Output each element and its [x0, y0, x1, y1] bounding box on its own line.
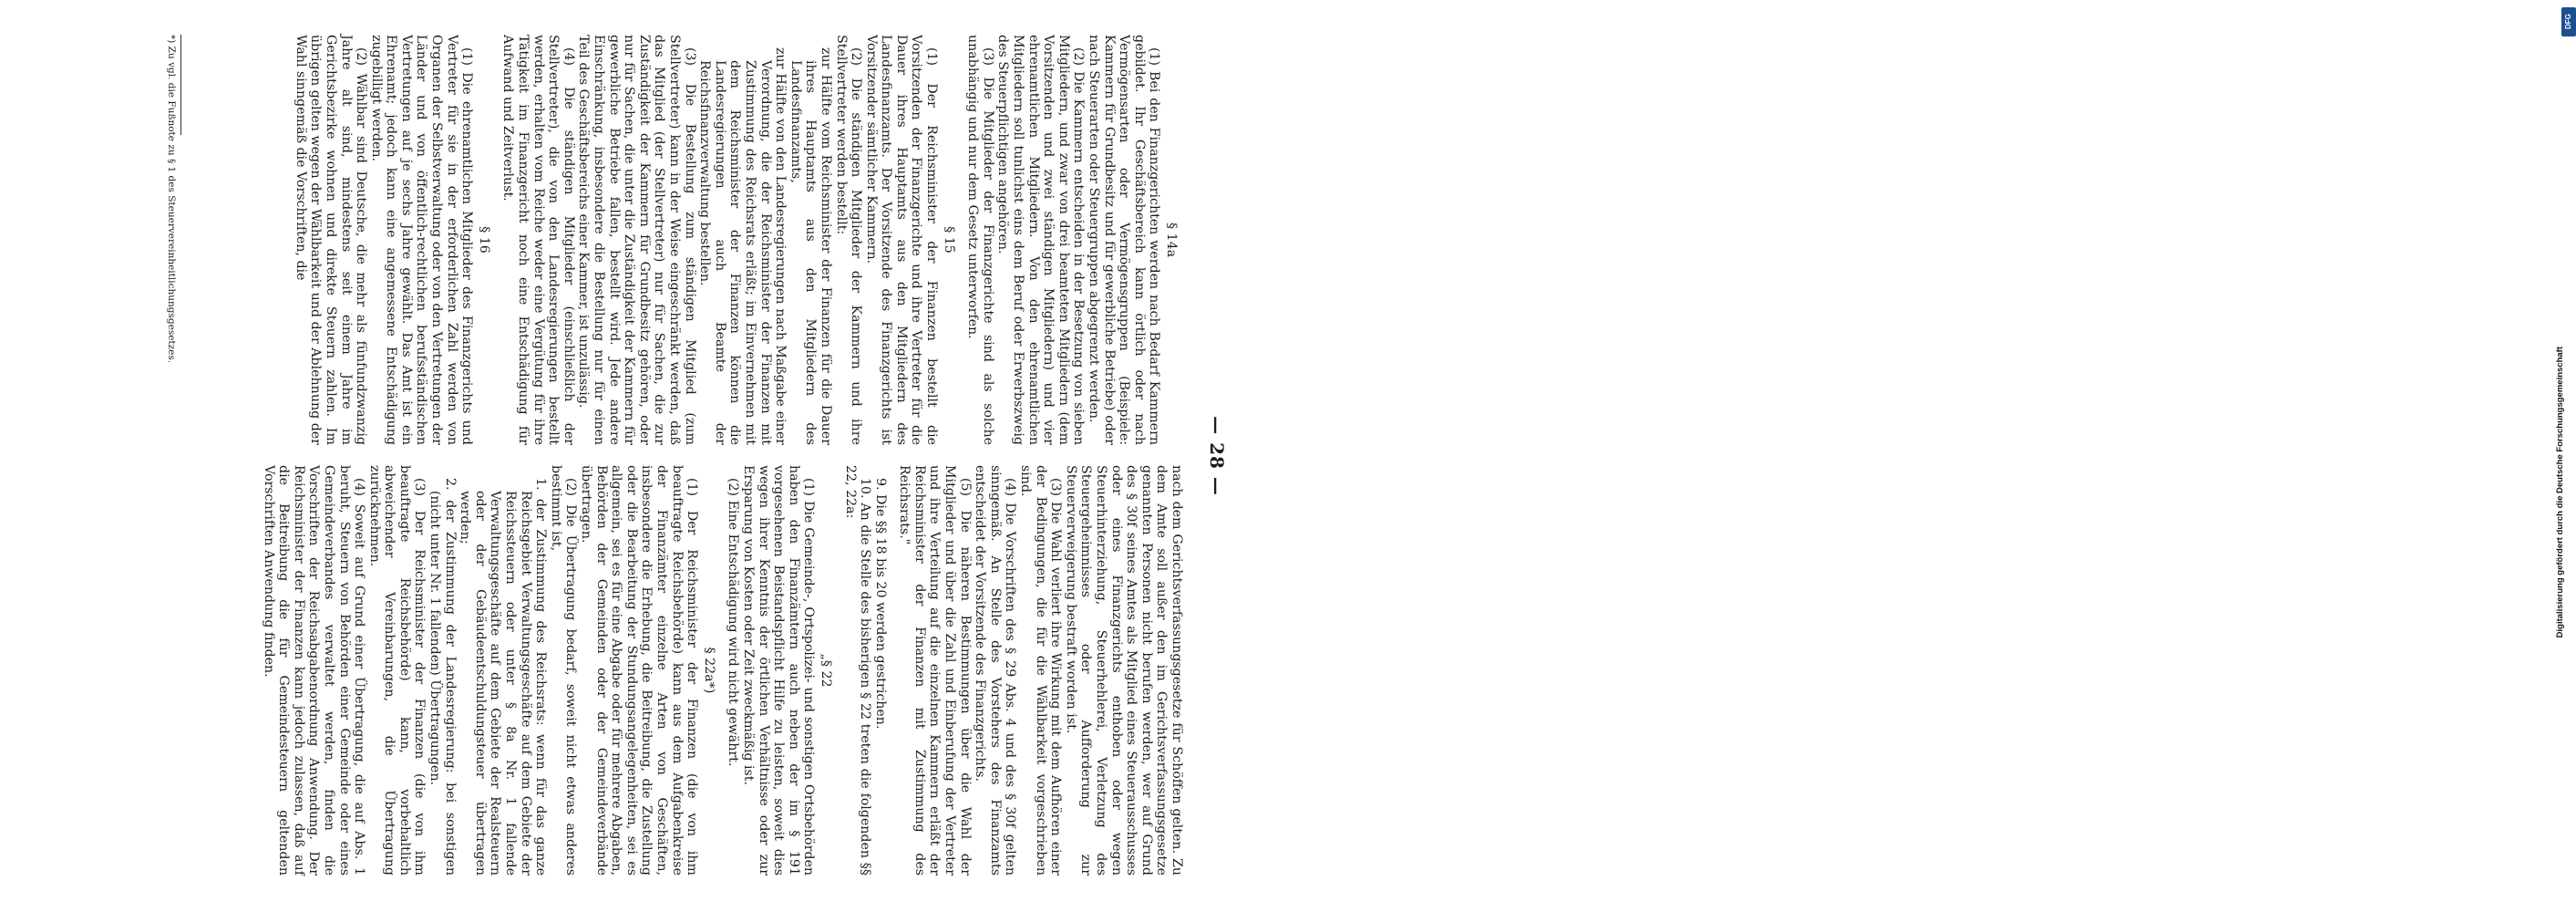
- numbered-item: 10. An die Stelle des bisherigen § 22 treten die folgenden §§ 22, 22a:: [842, 465, 873, 876]
- paragraph: (3) Die Mitglieder der Finanzgerichte sind als solche unabhängig und nur dem Gesetz unterworfen.: [965, 35, 995, 445]
- dfg-logo: [2561, 7, 2576, 36]
- paragraph: (3) Der Reichsminister der Finanzen (die von ihm beauftragte Reichsbehörde) kann, vorbehaltlich abweichender Vereinbarungen, die Übertragung zurücknehmen.: [366, 465, 428, 876]
- rotated-page-content: [70, 9, 1237, 903]
- numbered-item: 9. Die §§ 18 bis 20 werden gestrichen.: [872, 478, 888, 730]
- paragraph: (1) Die Gemeinde-, Ortspolizei- und sonstigen Ortsbehörden haben den Finanzämtern auch neben der im § 191 vorgesehenen Beistandspflicht Hilfe zu leisten, soweit dies wegen ihrer Kenntnis der örtlichen Verhältnisse oder zur Ersparung von Kosten oder Zeit zweckmäßig ist.: [740, 465, 817, 876]
- footnote: *) Zu vgl. die Fußnote zu § 1 des Steuervereinheitlichungsgesetzes.: [166, 35, 177, 364]
- list-item: 1. der Zustimmung des Reichsrats: wenn für das ganze Reichsgebiet Verwaltungsgeschäfte auf dem Gebiete der Reichssteuern oder unter § 8a Nr. 1 fallende Verwaltungsgeschäfte auf dem Gebiete der Realsteuern oder der Gebäudeentschuldungsteuer übertragen werden;: [458, 478, 549, 876]
- list-item: zur Hälfte von den Landesregierungen nach Maßgabe einer Verordnung, die der Reichsminister der Finanzen mit Zustimmung des Reichsrats erläßt; im Einvernehmen mit dem Reichsminister der Finanzen können die Landesregierungen auch Beamte der Reichsfinanzverwaltung bestellen.: [697, 47, 788, 445]
- left-column: [293, 35, 1184, 445]
- section-heading-22: „§ 22: [818, 653, 833, 688]
- section-heading-22a: § 22a*): [701, 647, 716, 694]
- paragraph: (2) Wählbar sind Deutsche, die mehr als fünfundzwanzig Jahre alt sind, mindestens seit einem Jahre im Gerichtsbezirke wohnen und direkte Steuern zahlen. Im übrigen gelten wegen der Wählbarkeit und der Ablehnung der Wahl sinngemäß die Vorschriften, die: [293, 35, 369, 445]
- list-item: 2. der Zustimmung der Landesregierung: bei sonstigen (nicht unter Nr. 1 fallenden) Übertragungen.: [428, 478, 458, 876]
- list-item: zur Hälfte vom Reichsminister der Finanzen für die Dauer ihres Hauptamts aus den Mitgliedern des Landesfinanzamts,: [788, 47, 833, 445]
- section-heading-14a: § 14a: [1164, 222, 1179, 258]
- paragraph: (2) Die Übertragung bedarf, soweit nicht etwas anderes bestimmt ist,: [548, 465, 579, 876]
- paragraph: nach dem Gerichtsverfassungsgesetze für Schöffen gelten. Zu dem Amte soll außer den im Gerichtsverfassungsgesetze genannten Personen nicht berufen werden, wer auf Grund des § 30f seines Amtes als Mitglied eines Steuerausschusses oder eines Finanzgerichts enthoben oder wegen Steuerhinterziehung, Steuerhehlerei, Verletzung des Steuergeheimnisses oder Aufforderung zur Steuerverweigerung bestraft worden ist.: [1063, 465, 1184, 876]
- paragraph: (2) Die Kammern entscheiden in der Besetzung von sieben Mitgliedern, und zwar von drei beamteten Mitgliedern (dem Vorsitzenden und zwei ständigen Mitgliedern) und vier ehrenamtlichen Mitgliedern. Von den ehrenamtlichen Mitgliedern soll tunlichst eins dem Beruf oder Erwerbszweig des Steuerpflichtigen angehören.: [995, 35, 1087, 445]
- paragraph: (1) Der Reichsminister der Finanzen (die von ihm beauftragte Reichsbehörde) kann aus dem Aufgabenkreise der Finanzämter einzelne Arten von Geschäften, insbesondere die Erhebung, die Beitreibung, die Zustellung oder die Bearbeitung der Stundungsangelegenheiten, sei es allgemein, sei es für eine Abgabe oder für mehrere Abgaben, Behörden der Gemeinden oder der Gemeindeverbände übertragen.: [579, 465, 700, 876]
- digitization-sidebar: [1270, 0, 2572, 912]
- section-heading-16: § 16: [476, 226, 491, 254]
- footnote-divider: [180, 35, 181, 135]
- digitization-credit: Digitalisierung gefördert durch die Deutsche Forschungsgemeinschaft: [2555, 347, 2565, 638]
- paragraph: (5) Die näheren Bestimmungen über die Wahl der Mitglieder und über die Zahl und Einberufung der Vertreter und ihre Verteilung auf die einzelnen Kammern erläßt der Reichsminister der Finanzen mit Zustimmung des Reichsrats.": [897, 465, 973, 876]
- page-number: — 28 —: [1206, 416, 1228, 496]
- right-column: [261, 465, 1184, 876]
- dfg-logo-text: DFG: [2564, 14, 2572, 30]
- paragraph: (3) Die Bestellung zum ständigen Mitglied (zum Stellvertreter) kann in der Weise eingeschränkt werden, daß das Mitglied (der Stellvertreter) nur für Sachen, die zur Zuständigkeit der Kammern für Grundbesitz gehören, oder nur für Sachen, die unter die Zuständigkeit der Kammern für gewerbliche Betriebe fallen, bestellt wird. Jede andere Einschränkung, insbesondere die Bestellung nur für einen Teil des Geschäftsbereichs einer Kammer, ist unzulässig.: [576, 35, 697, 445]
- paragraph: (1) Bei den Finanzgerichten werden nach Bedarf Kammern gebildet. Ihr Geschäftsbereich kann örtlich oder nach Vermögensarten oder Vermögensgruppen (Beispiele: Kammern für Grundbesitz und für gewerbliche Betriebe) oder nach Steuerarten oder Steuergruppen abgegrenzt werden.: [1087, 35, 1162, 445]
- paragraph: (2) Eine Entschädigung wird nicht gewährt.: [726, 478, 741, 767]
- paragraph: (4) Die ständigen Mitglieder (einschließlich der Stellvertreter), die von den Landesregierungen bestellt werden, erhalten vom Reiche weder eine Vergütung für ihre Tätigkeit im Finanzgericht noch eine Entschädigung für Aufwand und Zeitverlust.: [500, 35, 576, 445]
- paragraph: (4) Soweit auf Grund einer Übertragung, die auf Abs. 1 beruht, Steuern von Behörden einer Gemeinde oder eines Gemeindeverbandes verwaltet werden, finden die Vorschriften der Reichsabgabenordnung Anwendung. Der Reichsminister der Finanzen kann jedoch zulassen, daß auf die Beitreibung die für Gemeindesteuern geltenden Vorschriften Anwendung finden.: [261, 465, 367, 876]
- paragraph: (1) Die ehrenamtlichen Mitglieder des Finanzgerichts und Vertreter für sie in der erforderlichen Zahl werden von Organen der Selbstverwaltung oder von den Vertretungen der Länder und von öffentlich-rechtlichen berufsständischen Vertretungen auf je sechs Jahre gewählt. Das Amt ist ein Ehrenamt; jedoch kann eine angemessene Entschädigung zugebilligt werden.: [368, 35, 475, 445]
- paragraph: (1) Der Reichsminister der Finanzen bestellt die Vorsitzenden der Finanzgerichte und ihre Vertreter für die Dauer ihres Hauptamts aus den Mitgliedern des Landesfinanzamts. Der Vorsitzende des Finanzgerichts ist Vorsitzender sämtlicher Kammern.: [863, 35, 940, 445]
- paragraph: (4) Die Vorschriften des § 29 Abs. 4 und des § 30f gelten sinngemäß. An Stelle des Vorstehers des Finanzamts entscheidet der Vorsitzende des Finanzgerichts.: [973, 465, 1018, 876]
- paragraph: (3) Die Wahl verliert ihre Wirkung mit dem Aufhören einer der Bedingungen, die für die Wählbarkeit vorgeschrieben sind.: [1018, 465, 1064, 876]
- paragraph: (2) Die ständigen Mitglieder der Kammern und ihre Stellvertreter werden bestellt:: [833, 35, 864, 445]
- section-heading-15: § 15: [941, 226, 956, 254]
